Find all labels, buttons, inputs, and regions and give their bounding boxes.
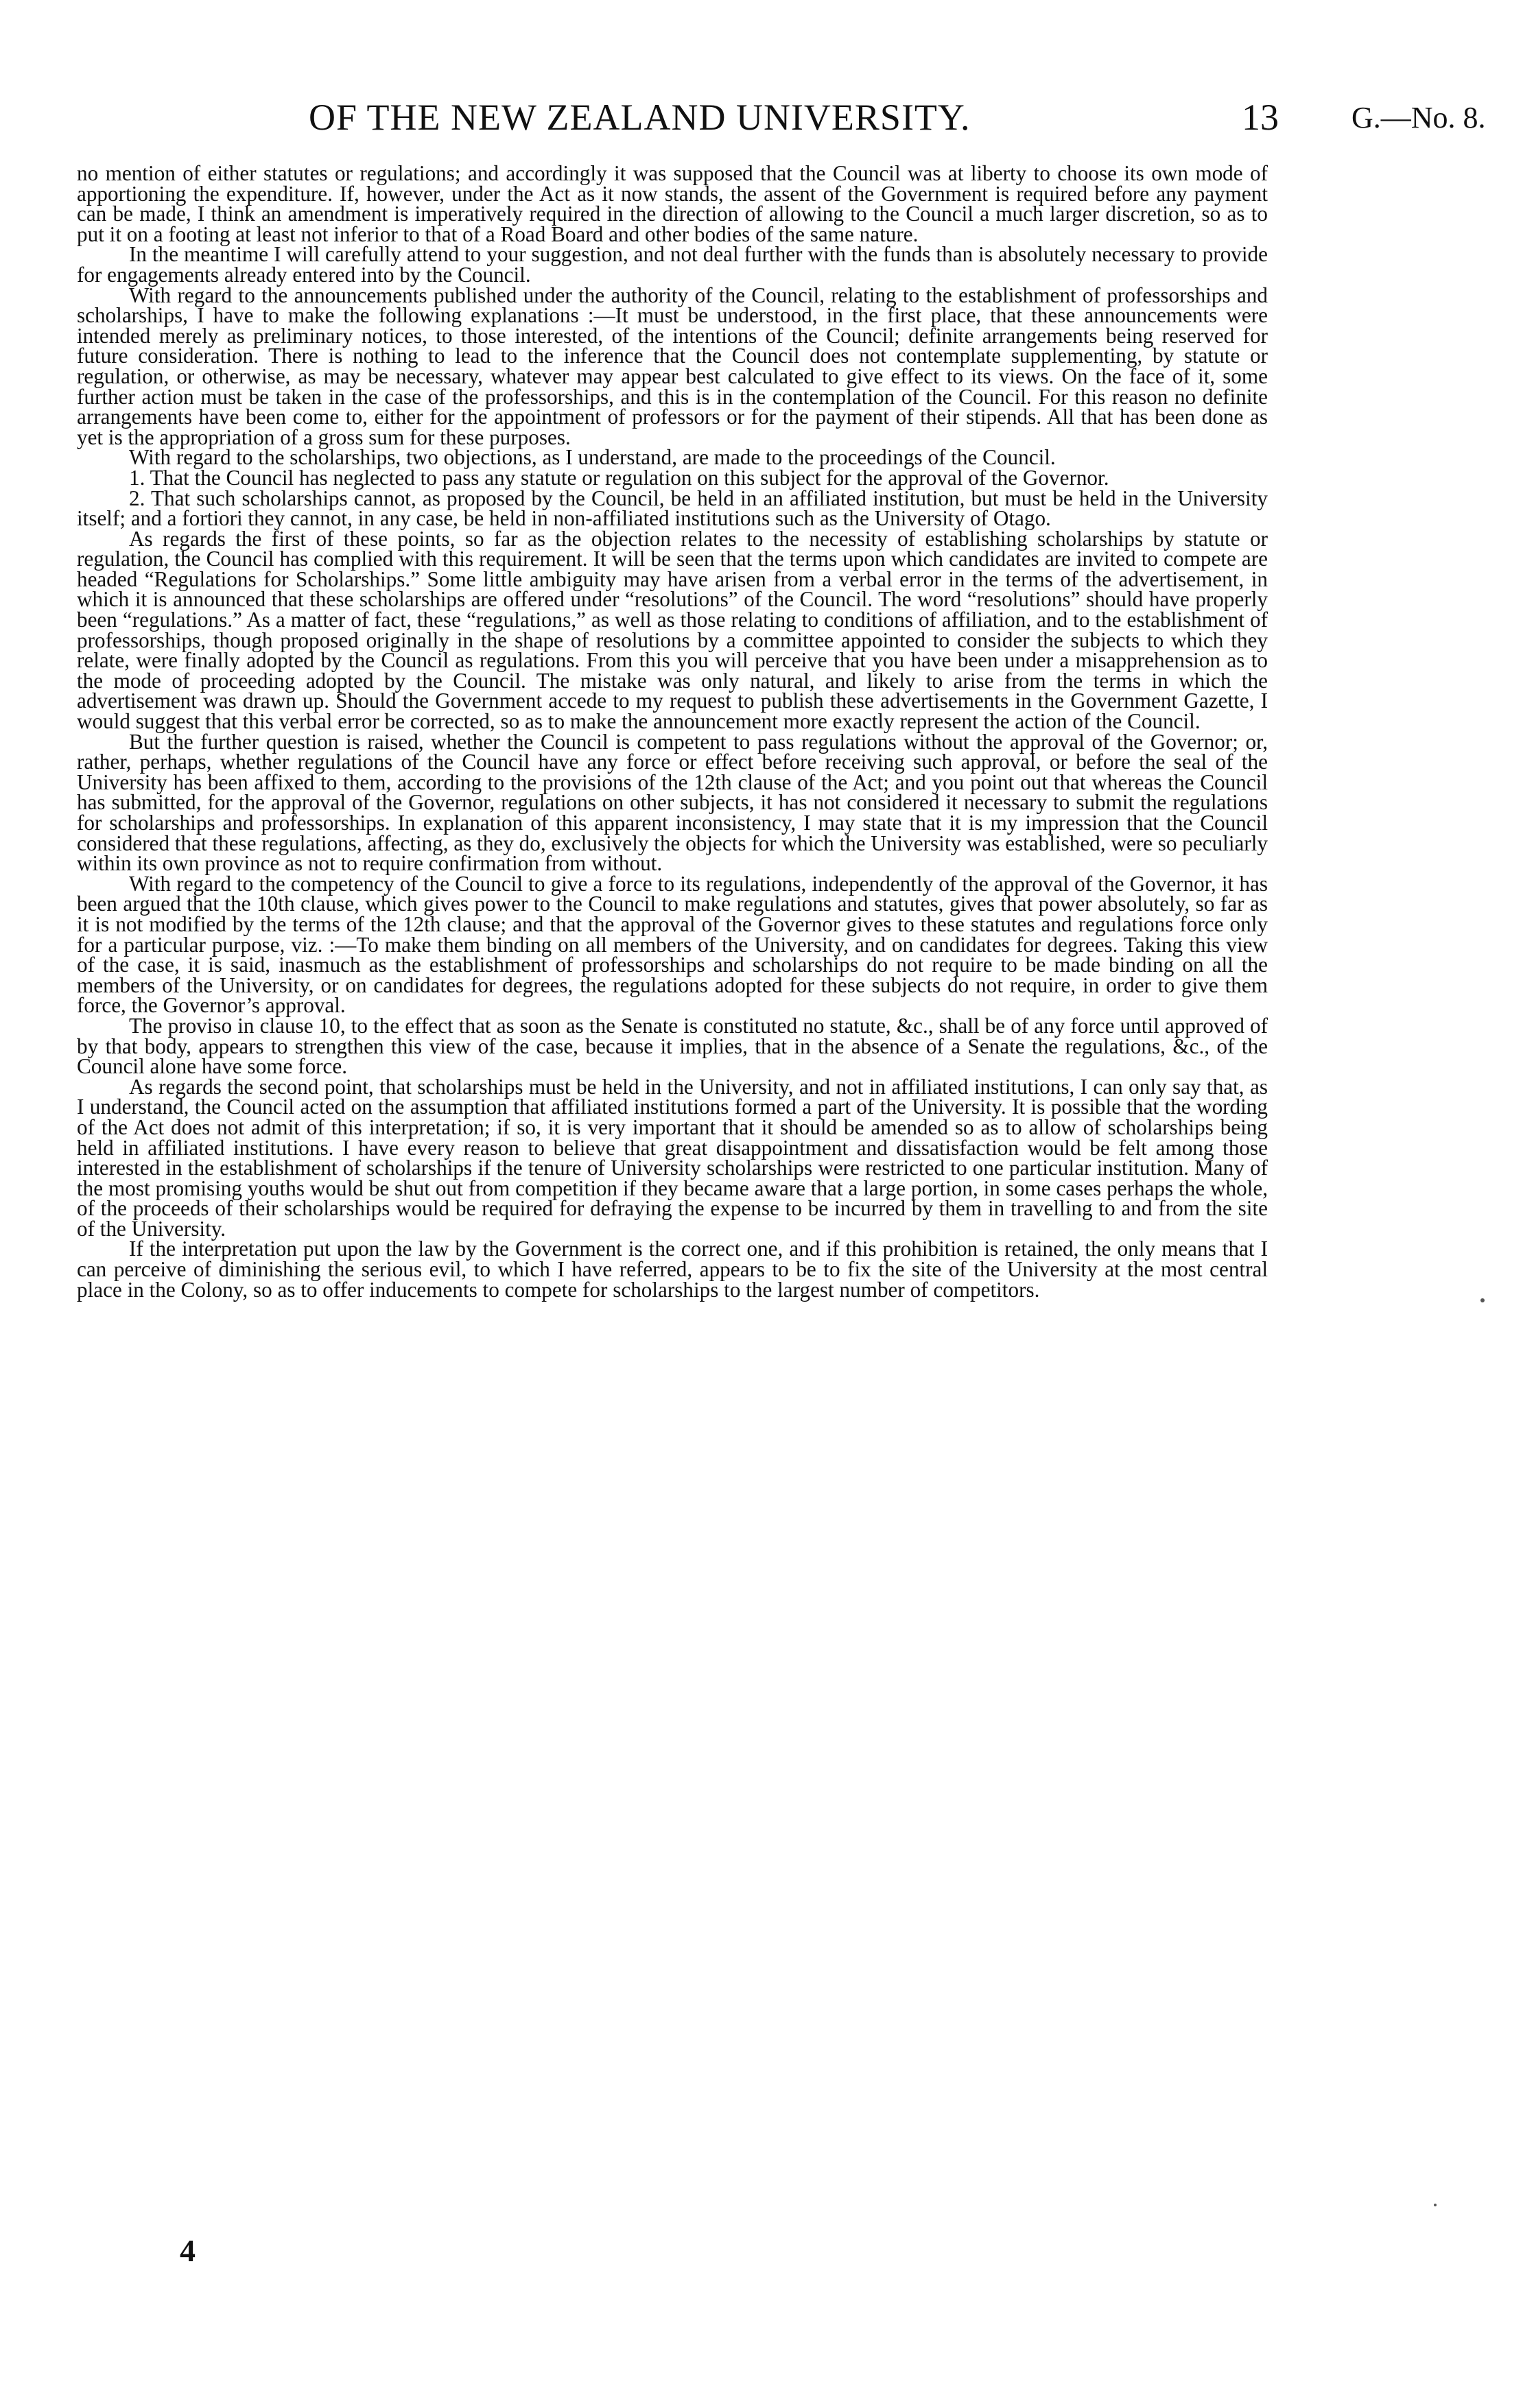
paragraph: The proviso in clause 10, to the effect that as soon as the Senate is constituted no statute, &c., shall be of any force until approved of by that body, appears to strengthen this view of the case, because it implies, that in the absence of a Senate the regulations, &c., of the Council alone have some force. [77,1013,1268,1079]
paragraph: If the interpretation put upon the law by the Government is the correct one, and if this prohibition is retained, the only means that I can perceive of diminishing the serious evil, to which I have referred, appears to be to fix the site of the University at the most central place in the Colony, so as to offer inducements to compete for scholarships to the largest number of competitors. [77,1237,1268,1302]
paragraph-continuation: no mention of either statutes or regulations; and accordingly it was supposed that the Council was at liberty to choose its own mode of apportioning the expenditure. If, however, under the Act as it now stands, the assent of the Government is required before any payment can be made, I think an amendment is imperatively required in the direction of allowing to the Council a much larger discretion, so as to put it on a footing at least not inferior to that of a Road Board and other bodies of the same nature. [77,161,1268,246]
paragraph: With regard to the scholarships, two objections, as I understand, are made to the proceedings of the Council. [129,445,1056,470]
signature-mark: 4 [180,2233,196,2268]
paragraph-objection-2: 2. That such scholarships cannot, as proposed by the Council, be held in an affiliated institution, but must be held in the University itself; and a fortiori they cannot, in any case, be held in non-affiliated institutions such as the University of Otago. [77,486,1268,531]
paragraph: With regard to the announcements published under the authority of the Council, relating to the establishment of professorships and scholarships, I have to make the following explanations :—It must be understood, in the first place, that these announcements were intended merely as preliminary notices, to those interested, of the intentions of the Council; definite arrangements being reserved for future consideration. There is nothing to lead to the inference that the Council does not contemplate supplementing, by statute or regulation, or otherwise, as may be necessary, whatever may appear best calculated to give effect to its views. On the face of it, some further action must be taken in the case of the professorships, and this is in the contemplation of the Council. For this reason no definite arrangements have been come to, either for the appointment of professors or for the payment of their stipends. All that has been done as yet is the appropriation of a gross sum for these purposes. [77,283,1268,449]
paragraph: In the meantime I will carefully attend to your suggestion, and not deal further with the funds than is absolutely necessary to provide for engagements already entered into by the Council. [77,242,1268,287]
page-number: 13 [1242,97,1279,138]
paragraph: As regards the first of these points, so far as the objection relates to the necessity of establishing scholarships by statute or regulation, the Council has complied with this requirement. It will be seen that the terms upon which candidates are invited to compete are headed “Regulations for Scholarships.” Some little ambiguity may have arisen from a verbal error in the terms of the advertisement, in which it is announced that these scholarships are offered under “resolutions” of the Council. The word “resolutions” should have properly been “regulations.” As a matter of fact, these “regulations,” as well as those relating to conditions of affiliation, and to the establishment of professorships, though proposed originally in the shape of resolutions by a committee appointed to consider the subjects to which they relate, were finally adopted by the Council as regulations. From this you will perceive that you have been under a misapprehension as to the mode of proceeding adopted by the Council. The mistake was only natural, and likely to arise from the terms in which the advertisement was drawn up. Should the Government accede to my request to publish these advertisements in the Government Gazette, I would suggest that this verbal error be corrected, so as to make the announcement more exactly represent the action of the Council. [77,526,1268,734]
paragraph-objection-1: 1. That the Council has neglected to pass any statute or regulation on this subject for the approval of the Governor. [129,465,1109,490]
body-text [77,163,1268,1300]
paragraph: But the further question is raised, whether the Council is competent to pass regulations without the approval of the Governor; or, rather, perhaps, whether regulations of the Council have any force or effect before receiving such approval, or before the seal of the University has been affixed to them, according to the provisions of the 12th clause of the Act; and you point out that whereas the Council has submitted, for the approval of the Governor, regulations on other subjects, it has not considered it necessary to submit the regulations for scholarships and professorships. In explanation of this apparent inconsistency, I may state that it is my impression that the Council considered that these regulations, affecting, as they do, exclusively the objects for which the University was established, were so peculiarly within its own province as not to require confirmation from without. [77,729,1268,876]
paragraph: With regard to the competency of the Council to give a force to its regulations, independently of the approval of the Governor, it has been argued that the 10th clause, which gives power to the Council to make regulations and statutes, gives that power absolutely, so far as it is not modified by the terms of the 12th clause; and that the approval of the Governor gives to these statutes and regulations force only for a particular purpose, viz. :—To make them binding on all members of the University, and on candidates for degrees. Taking this view of the case, it is said, inasmuch as the establishment of professorships and scholarships do not require to be made binding on all the members of the University, or on candidates for degrees, the regulations adopted for these subjects do not require, in order to give them force, the Governor’s approval. [77,871,1268,1018]
scan-speck [1434,2204,1437,2206]
paper-reference: G.—No. 8. [1351,101,1486,134]
running-header [75,96,1486,144]
scan-speck [1480,1298,1485,1302]
header-title: OF THE NEW ZEALAND UNIVERSITY. [309,97,971,138]
paragraph: As regards the second point, that scholarships must be held in the University, and not in affiliated institutions, I can only say that, as I understand, the Council acted on the assumption that affiliated institutions formed a part of the University. It is possible that the wording of the Act does not admit of this interpretation; if so, it is very important that it should be amended so as to allow of scholarships being held in affiliated institutions. I have every reason to believe that great disappointment and dissatisfaction would be felt among those interested in the establishment of scholarships if the tenure of University scholarships were restricted to one particular institution. Many of the most promising youths would be shut out from competition if they became aware that a large portion, in some cases perhaps the whole, of the proceeds of their scholarships would be required for defraying the expense to be incurred by them in travelling to and from the site of the University. [77,1074,1268,1241]
